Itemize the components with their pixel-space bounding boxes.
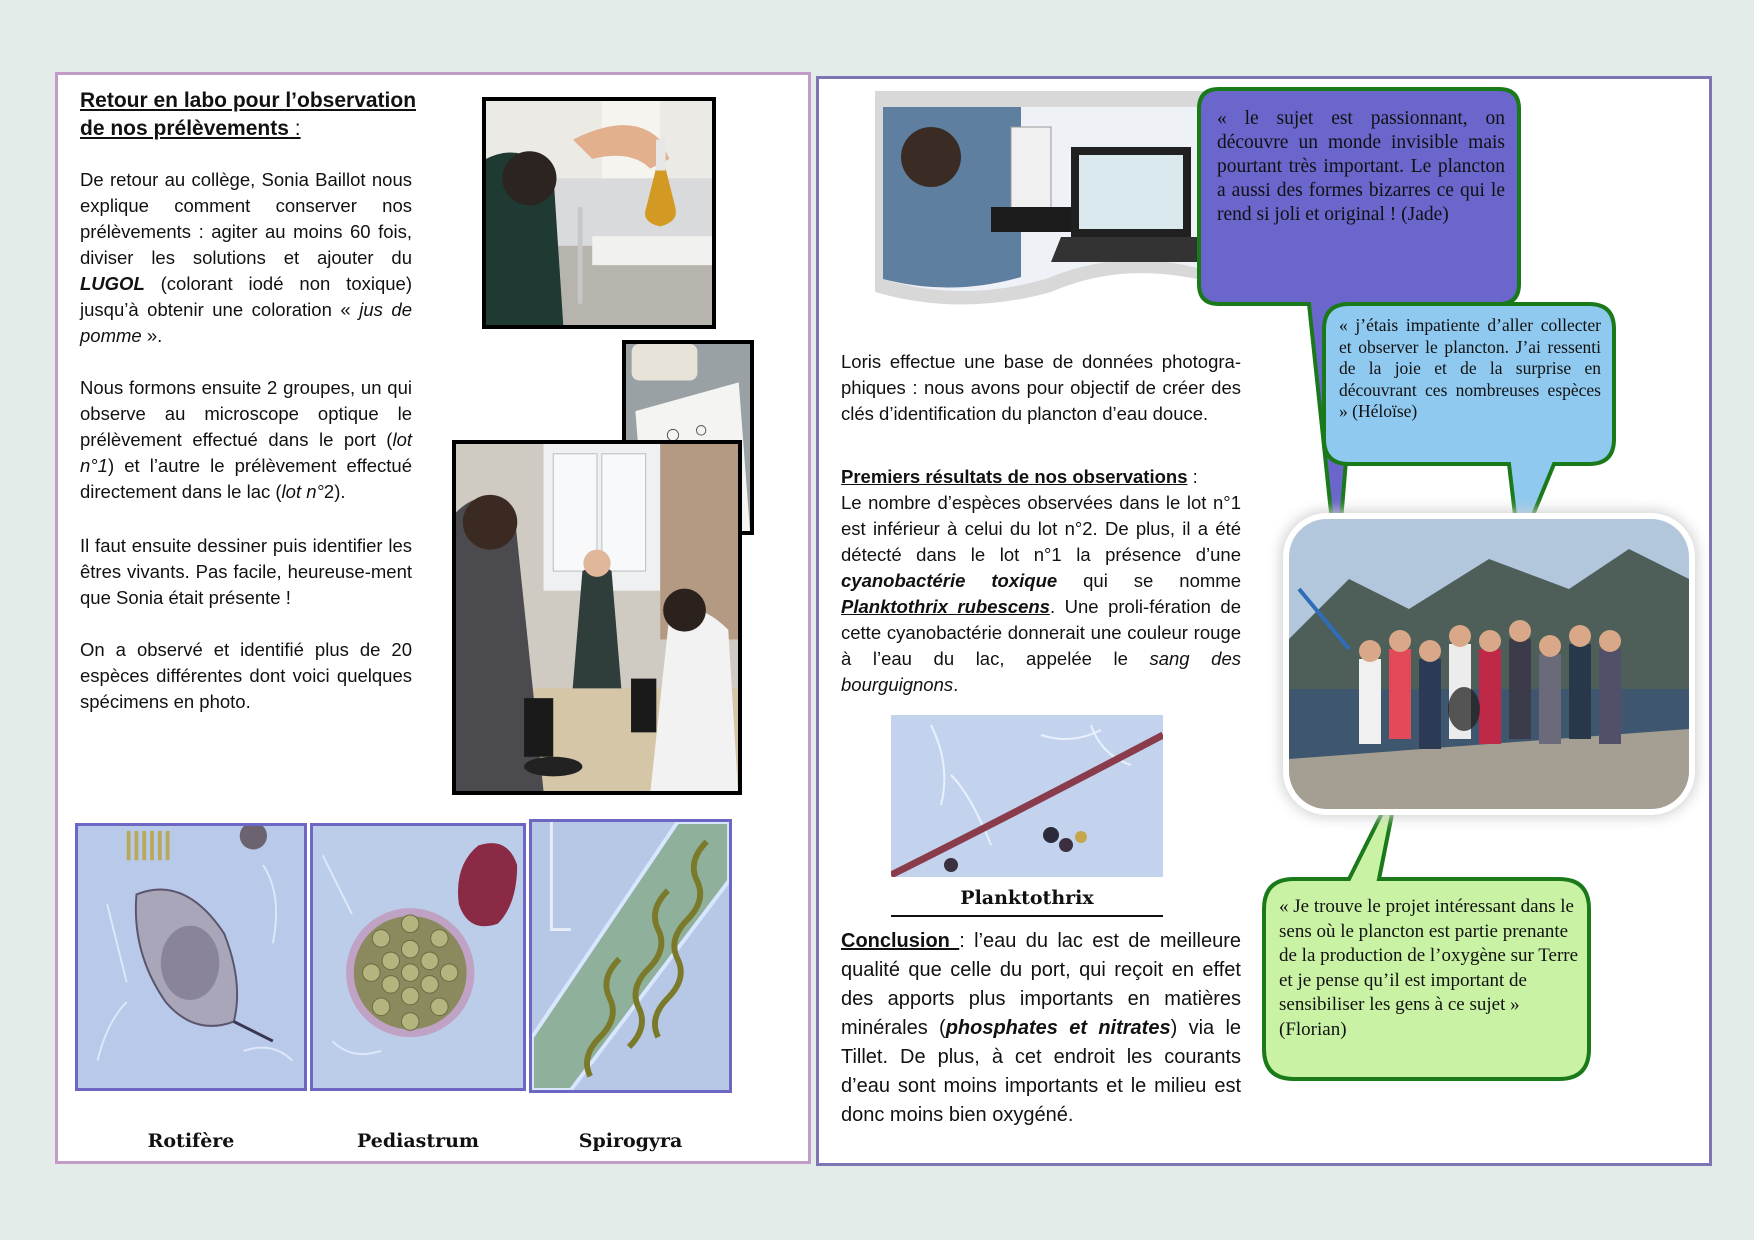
- right-page: [816, 76, 1712, 1166]
- heading-line2-text: de nos prélèvements: [80, 117, 289, 140]
- p1-text2: (colorant iodé non toxique) jusqu’à obtenir une coloration «: [80, 273, 412, 320]
- sang-des-bourguignons: sang des bourguignons: [841, 648, 1241, 695]
- results-text3: . Une proli-fération de cette cyanobactérie donnerait une couleur rouge à l’eau du lac, appelée le: [841, 596, 1241, 669]
- results-text4: .: [953, 674, 959, 695]
- paragraph-groups: [80, 375, 412, 505]
- paragraph-identify: Il faut ensuite dessiner puis identifier les êtres vivants. Pas facile, heureuse-ment que Sonia était présente !: [80, 535, 412, 608]
- photo-group-lake: [1289, 519, 1689, 809]
- conclusion-text1: : l’eau du lac est de meilleure qualité que celle du port, qui reçoit en effet des apports plus importants en matières minérales (: [841, 930, 1241, 1039]
- p1-text3: ».: [141, 325, 163, 346]
- heading-suffix: :: [288, 117, 301, 140]
- paragraph-conservation: [80, 167, 412, 349]
- photo-rotifere: [75, 823, 307, 1091]
- quote-florian: « Je trouve le projet intéressant dans le sens où le plancton est partie prenante de la production de l’oxygène sur Terre et je pense qu’il est important de sensibiliser les gens à ce sujet » (Florian): [1279, 896, 1579, 1040]
- left-page: [55, 72, 811, 1164]
- p2-text1: Nous formons ensuite 2 groupes, un qui observe au microscope optique le prélèvement effectué dans le port (: [80, 377, 412, 450]
- caption-pediastrum: Pediastrum: [356, 1130, 480, 1152]
- lot1: lot n°1: [80, 429, 412, 476]
- cyanobacterie-term: cyanobactérie toxique: [841, 570, 1058, 591]
- conclusion-heading: Conclusion: [841, 930, 960, 952]
- p1-text1: De retour au collège, Sonia Baillot nous explique comment conserver nos prélèvements : agiter au moins 60 fois, diviser les solutions et ajouter du: [80, 169, 412, 268]
- paragraph-loris: Loris effectue une base de données photogra-phiques : nous avons pour objectif de créer des clés d’identification du plancton d’eau douce.: [841, 351, 1241, 424]
- caption-spirogyra: Spirogyra: [578, 1130, 683, 1152]
- photo-pediastrum: [310, 823, 526, 1091]
- paragraph-species: On a observé et identifié plus de 20 espèces différentes dont voici quelques spécimens en photo.: [80, 639, 412, 712]
- planktothrix-term: Planktothrix rubescens: [841, 596, 1050, 617]
- lugol-term: LUGOL: [80, 273, 145, 294]
- quote-jade: « le sujet est passionnant, on découvre un monde invisible mais pourtant très important. Le plancton a aussi des formes bizarres ce qui le rend si joli et original ! (Jade): [1217, 108, 1505, 225]
- caption-rotifere: Rotifère: [147, 1130, 235, 1152]
- p2-text3: 2).: [323, 481, 346, 502]
- conclusion-text2: ) via le Tillet. De plus, à cet endroit les courants d’eau sont moins importants et le milieu est donc moins bien oxygéné.: [841, 1017, 1242, 1126]
- results-text2: qui se nomme: [1057, 570, 1241, 591]
- section-heading-lab: [80, 87, 420, 143]
- jus-de-pomme: jus de pomme: [80, 299, 412, 346]
- results-heading: Premiers résultats de nos observations: [841, 466, 1188, 487]
- quote-heloise: « j’étais impatiente d’aller collecter et observer le plancton. J’ai ressenti de la joie et de la surprise en découvrant ces nombreuses espèces » (Héloïse): [1339, 315, 1601, 421]
- p2-text2: ) et l’autre le prélèvement effectué directement dans le lac (: [80, 455, 412, 502]
- photo-spirogyra: [529, 819, 732, 1093]
- caption-planktothrix: Planktothrix: [960, 887, 1094, 909]
- phosphates-term: phosphates et nitrates: [945, 1017, 1171, 1039]
- results-text1: Le nombre d’espèces observées dans le lot n°1 est inférieur à celui du lot n°2. De plus, il a été détecté dans le lot n°1 la présence d’une: [841, 492, 1241, 565]
- heading-line2: [80, 115, 420, 143]
- photo-flask: [482, 97, 716, 329]
- results-heading-suffix: :: [1187, 466, 1198, 487]
- photo-classroom: [452, 440, 742, 795]
- lot2: lot n°: [281, 481, 324, 502]
- heading-line1: Retour en labo pour l’observation: [80, 89, 417, 112]
